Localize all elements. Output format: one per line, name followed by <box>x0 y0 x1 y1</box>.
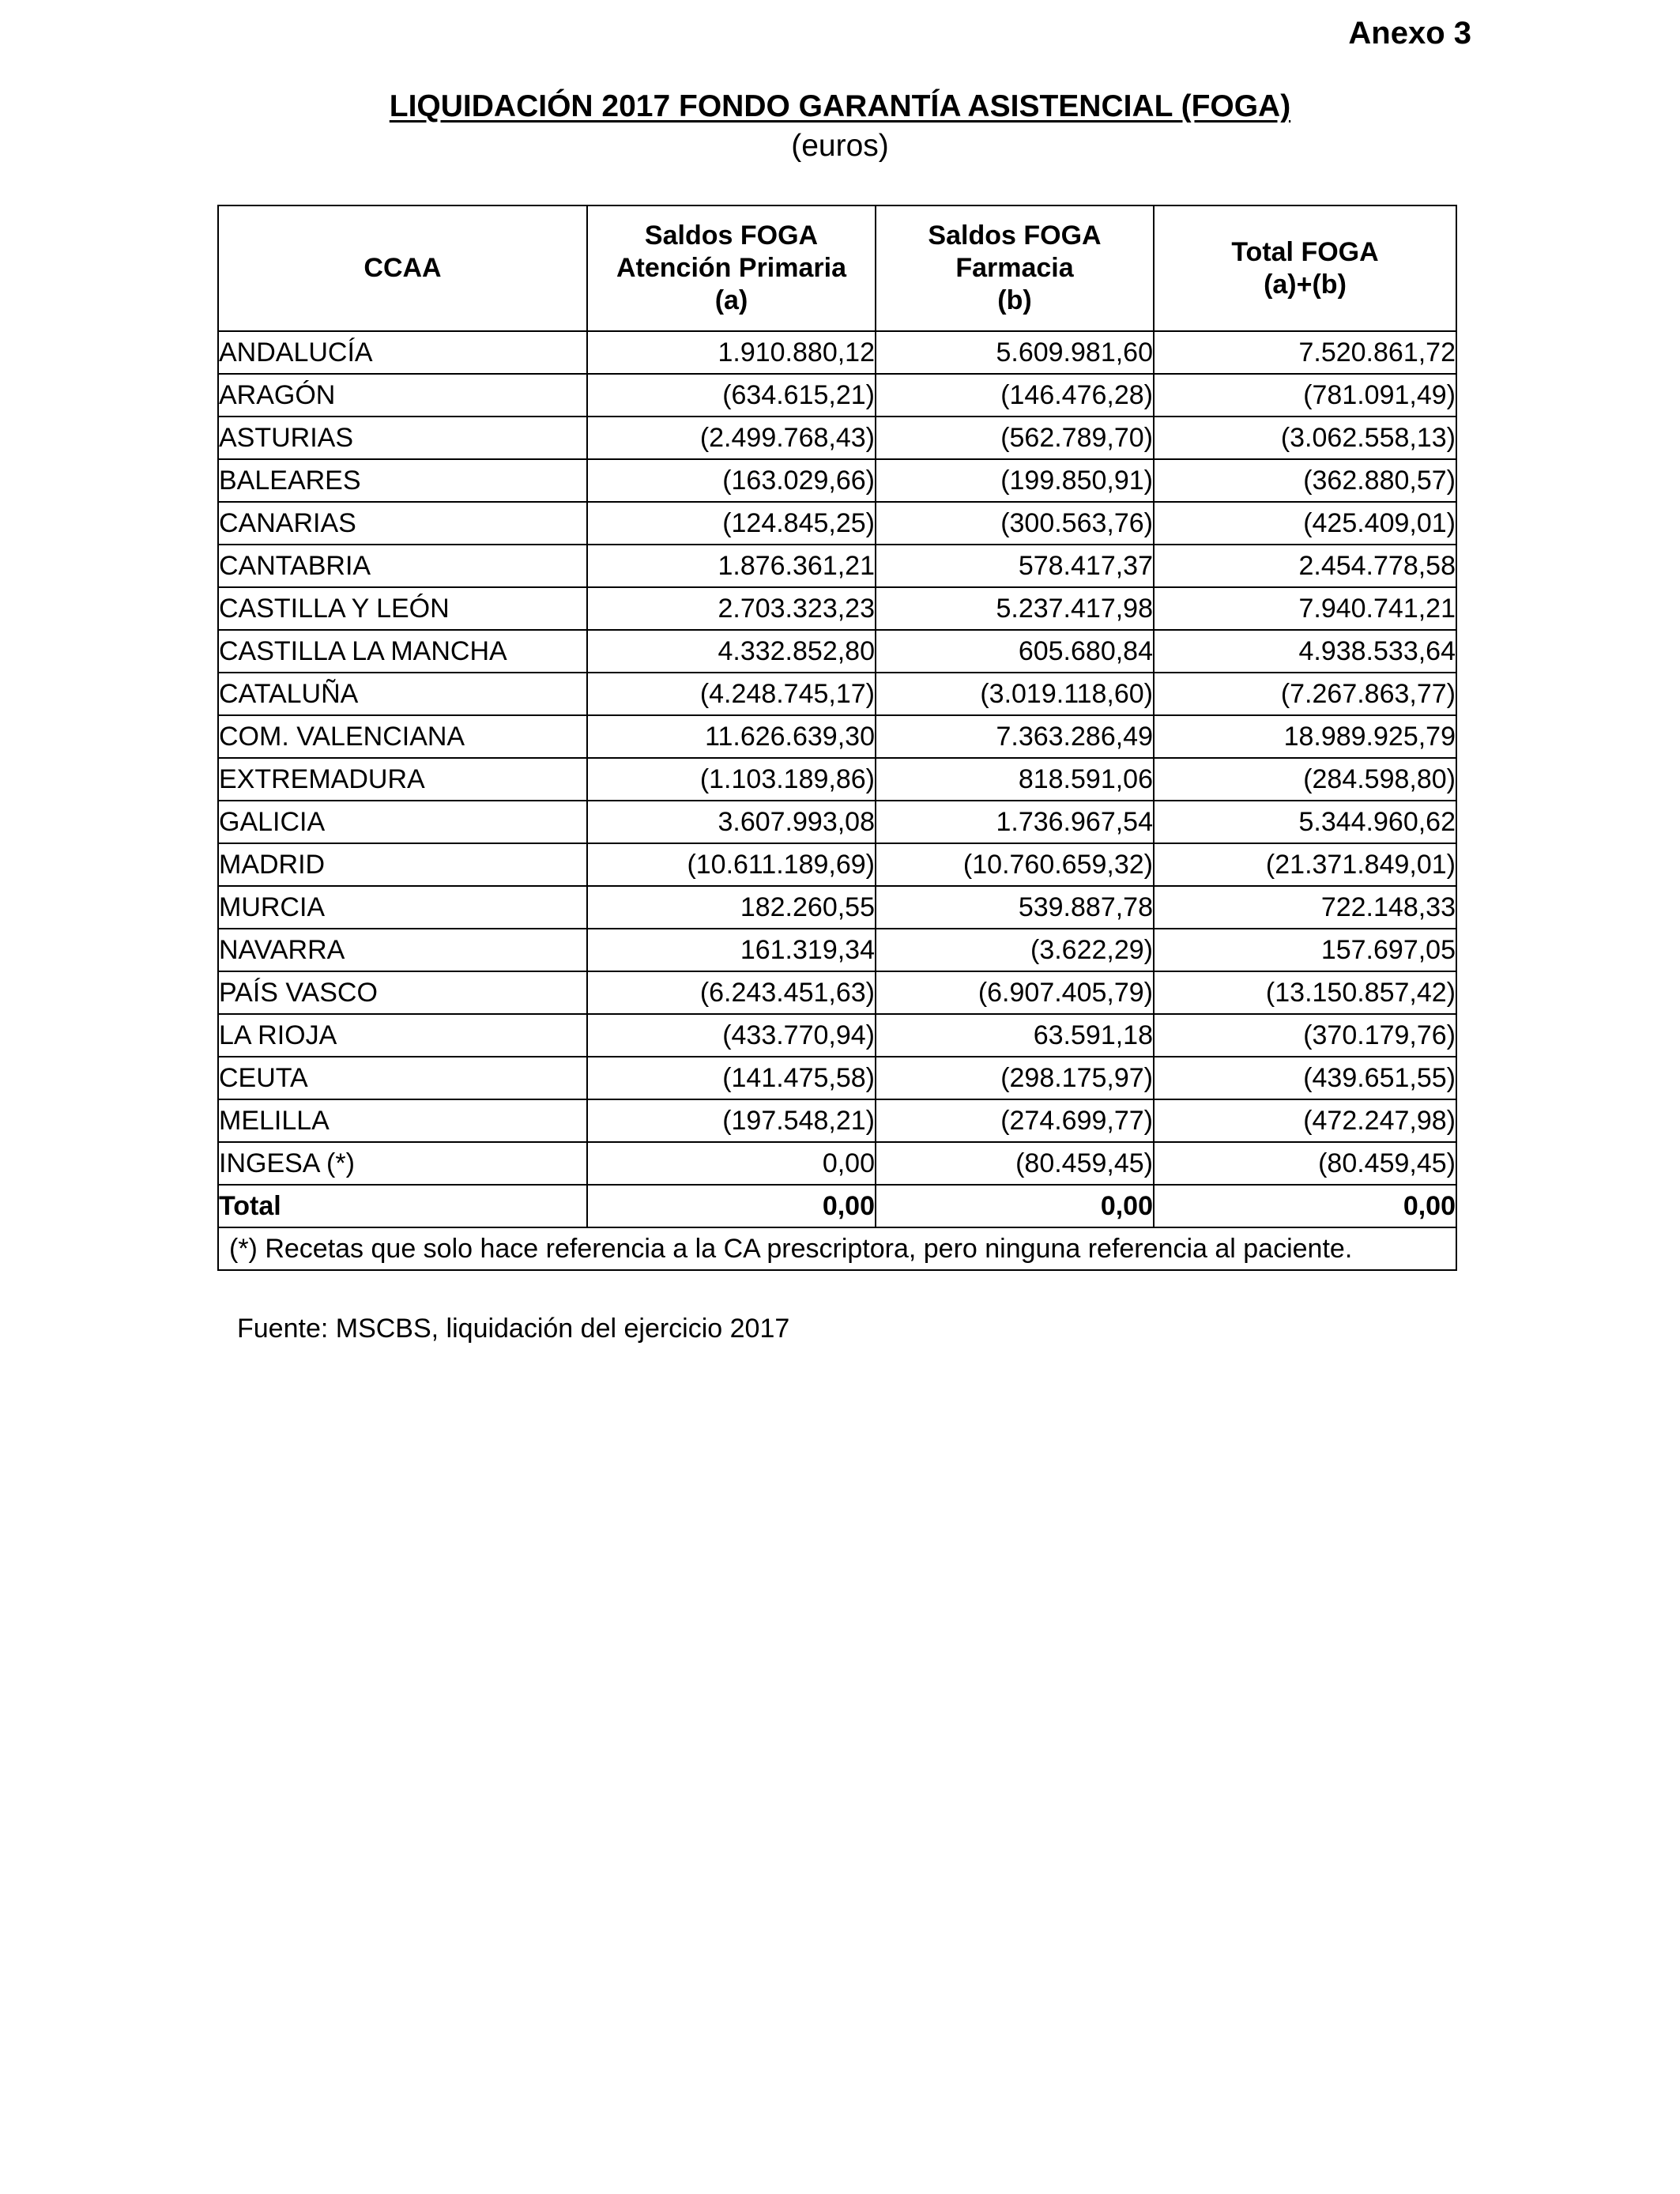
total-foga-cell: (284.598,80) <box>1154 758 1456 801</box>
ccaa-name-cell: CEUTA <box>218 1057 587 1099</box>
farmacia-cell: (199.850,91) <box>876 459 1154 502</box>
atencion-primaria-cell: 3.607.993,08 <box>587 801 876 843</box>
farmacia-cell: (146.476,28) <box>876 374 1154 417</box>
ccaa-name-cell: CATALUÑA <box>218 673 587 715</box>
total-foga-cell: (439.651,55) <box>1154 1057 1456 1099</box>
table-row <box>218 374 1456 417</box>
atencion-primaria-cell: (163.029,66) <box>587 459 876 502</box>
atencion-primaria-cell: 182.260,55 <box>587 886 876 929</box>
farmacia-cell: 539.887,78 <box>876 886 1154 929</box>
table-row <box>218 886 1456 929</box>
farmacia-cell: (80.459,45) <box>876 1142 1154 1185</box>
total-foga-cell: (425.409,01) <box>1154 502 1456 545</box>
farmacia-cell: (274.699,77) <box>876 1099 1154 1142</box>
total-foga-cell: 2.454.778,58 <box>1154 545 1456 587</box>
farmacia-cell: (298.175,97) <box>876 1057 1154 1099</box>
document-subtitle: (euros) <box>791 129 889 163</box>
ccaa-name-cell: EXTREMADURA <box>218 758 587 801</box>
atencion-primaria-cell: (10.611.189,69) <box>587 843 876 886</box>
total-b-cell: 0,00 <box>876 1185 1154 1227</box>
table-row <box>218 545 1456 587</box>
ccaa-name-cell: BALEARES <box>218 459 587 502</box>
farmacia-cell: (6.907.405,79) <box>876 971 1154 1014</box>
ccaa-name-cell: CANTABRIA <box>218 545 587 587</box>
table-row <box>218 673 1456 715</box>
table-row <box>218 801 1456 843</box>
header-total-foga: Total FOGA (a)+(b) <box>1154 205 1456 331</box>
farmacia-cell: 818.591,06 <box>876 758 1154 801</box>
farmacia-cell: 605.680,84 <box>876 630 1154 673</box>
table-header-row <box>218 205 1456 331</box>
ccaa-name-cell: COM. VALENCIANA <box>218 715 587 758</box>
farmacia-cell: 1.736.967,54 <box>876 801 1154 843</box>
total-foga-cell: 7.940.741,21 <box>1154 587 1456 630</box>
ccaa-name-cell: MURCIA <box>218 886 587 929</box>
ccaa-name-cell: LA RIOJA <box>218 1014 587 1057</box>
total-foga-cell: 18.989.925,79 <box>1154 715 1456 758</box>
annex-label: Anexo 3 <box>1348 16 1471 51</box>
table-row <box>218 331 1456 374</box>
total-foga-cell: (781.091,49) <box>1154 374 1456 417</box>
farmacia-cell: 578.417,37 <box>876 545 1154 587</box>
table-row <box>218 630 1456 673</box>
total-a-cell: 0,00 <box>587 1185 876 1227</box>
document-title: LIQUIDACIÓN 2017 FONDO GARANTÍA ASISTENCIAL (FOGA) <box>389 89 1291 123</box>
total-foga-cell: (7.267.863,77) <box>1154 673 1456 715</box>
farmacia-cell: (300.563,76) <box>876 502 1154 545</box>
table-row <box>218 1014 1456 1057</box>
table-row <box>218 459 1456 502</box>
atencion-primaria-cell: (6.243.451,63) <box>587 971 876 1014</box>
atencion-primaria-cell: (124.845,25) <box>587 502 876 545</box>
atencion-primaria-cell: 2.703.323,23 <box>587 587 876 630</box>
farmacia-cell: (10.760.659,32) <box>876 843 1154 886</box>
ccaa-name-cell: MADRID <box>218 843 587 886</box>
table-row <box>218 417 1456 459</box>
table-row <box>218 1057 1456 1099</box>
header-farmacia: Saldos FOGA Farmacia (b) <box>876 205 1154 331</box>
farmacia-cell: 5.609.981,60 <box>876 331 1154 374</box>
atencion-primaria-cell: (433.770,94) <box>587 1014 876 1057</box>
farmacia-cell: 7.363.286,49 <box>876 715 1154 758</box>
atencion-primaria-cell: (141.475,58) <box>587 1057 876 1099</box>
ccaa-name-cell: ASTURIAS <box>218 417 587 459</box>
total-foga-cell: 7.520.861,72 <box>1154 331 1456 374</box>
ccaa-name-cell: NAVARRA <box>218 929 587 971</box>
table-row <box>218 715 1456 758</box>
total-foga-cell: (21.371.849,01) <box>1154 843 1456 886</box>
atencion-primaria-cell: (2.499.768,43) <box>587 417 876 459</box>
atencion-primaria-cell: 0,00 <box>587 1142 876 1185</box>
total-label: Total <box>218 1185 587 1227</box>
total-row <box>218 1185 1456 1227</box>
ccaa-name-cell: ANDALUCÍA <box>218 331 587 374</box>
total-foga-cell: 4.938.533,64 <box>1154 630 1456 673</box>
atencion-primaria-cell: (634.615,21) <box>587 374 876 417</box>
table-body <box>218 331 1456 1185</box>
farmacia-cell: (3.019.118,60) <box>876 673 1154 715</box>
total-foga-cell: (472.247,98) <box>1154 1099 1456 1142</box>
table-row <box>218 929 1456 971</box>
total-foga-cell: 722.148,33 <box>1154 886 1456 929</box>
ccaa-name-cell: CASTILLA LA MANCHA <box>218 630 587 673</box>
ccaa-name-cell: ARAGÓN <box>218 374 587 417</box>
farmacia-cell: (562.789,70) <box>876 417 1154 459</box>
table-row <box>218 587 1456 630</box>
atencion-primaria-cell: 1.876.361,21 <box>587 545 876 587</box>
farmacia-cell: 5.237.417,98 <box>876 587 1154 630</box>
atencion-primaria-cell: (1.103.189,86) <box>587 758 876 801</box>
atencion-primaria-cell: 1.910.880,12 <box>587 331 876 374</box>
table-row <box>218 843 1456 886</box>
table-row <box>218 971 1456 1014</box>
total-foga-cell: 157.697,05 <box>1154 929 1456 971</box>
atencion-primaria-cell: 4.332.852,80 <box>587 630 876 673</box>
atencion-primaria-cell: 11.626.639,30 <box>587 715 876 758</box>
footnote: (*) Recetas que solo hace referencia a la CA prescriptora, pero ninguna referencia al paciente. <box>218 1227 1456 1270</box>
total-total-cell: 0,00 <box>1154 1185 1456 1227</box>
farmacia-cell: (3.622,29) <box>876 929 1154 971</box>
ccaa-name-cell: CANARIAS <box>218 502 587 545</box>
table-row <box>218 1142 1456 1185</box>
atencion-primaria-cell: 161.319,34 <box>587 929 876 971</box>
total-foga-cell: (362.880,57) <box>1154 459 1456 502</box>
total-foga-cell: (80.459,45) <box>1154 1142 1456 1185</box>
ccaa-name-cell: PAÍS VASCO <box>218 971 587 1014</box>
atencion-primaria-cell: (4.248.745,17) <box>587 673 876 715</box>
total-foga-cell: (370.179,76) <box>1154 1014 1456 1057</box>
total-foga-cell: 5.344.960,62 <box>1154 801 1456 843</box>
total-foga-cell: (3.062.558,13) <box>1154 417 1456 459</box>
atencion-primaria-cell: (197.548,21) <box>587 1099 876 1142</box>
ccaa-name-cell: GALICIA <box>218 801 587 843</box>
header-ccaa: CCAA <box>218 205 587 331</box>
ccaa-name-cell: INGESA (*) <box>218 1142 587 1185</box>
source-note: Fuente: MSCBS, liquidación del ejercicio 2017 <box>237 1314 790 1344</box>
table-row <box>218 758 1456 801</box>
table-row <box>218 502 1456 545</box>
foga-table <box>217 205 1457 1271</box>
farmacia-cell: 63.591,18 <box>876 1014 1154 1057</box>
header-atencion-primaria: Saldos FOGA Atención Primaria (a) <box>587 205 876 331</box>
total-foga-cell: (13.150.857,42) <box>1154 971 1456 1014</box>
footnote-row <box>218 1227 1456 1270</box>
ccaa-name-cell: MELILLA <box>218 1099 587 1142</box>
ccaa-name-cell: CASTILLA Y LEÓN <box>218 587 587 630</box>
table-row <box>218 1099 1456 1142</box>
